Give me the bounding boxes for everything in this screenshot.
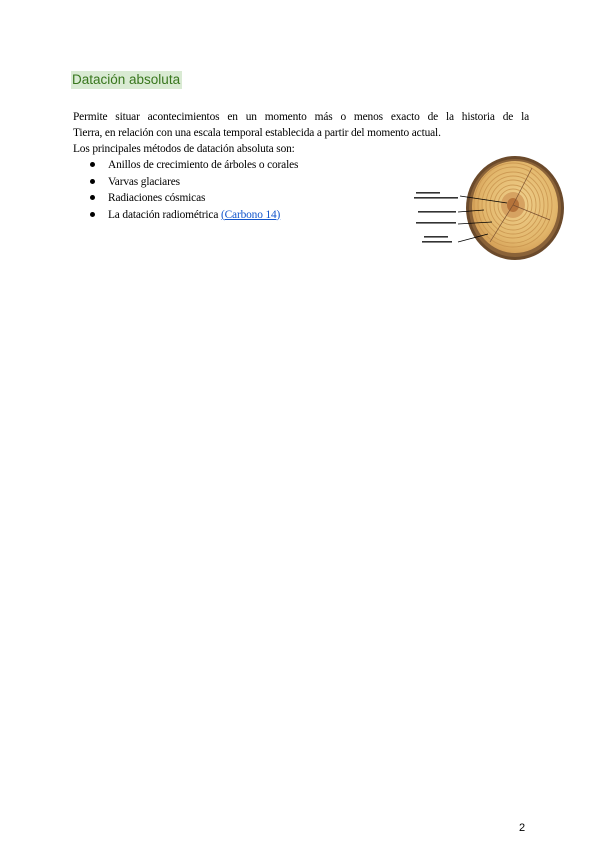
list-item xyxy=(90,174,298,191)
section-heading: Datación absoluta xyxy=(72,72,181,87)
bullet-icon xyxy=(90,212,95,217)
paragraph-line-1: Permite situar acontecimientos en un momento más o menos exacto de la historia de la xyxy=(73,111,529,123)
methods-list xyxy=(90,157,298,223)
methods-intro: Los principales métodos de datación absoluta son: xyxy=(73,143,295,155)
list-item xyxy=(90,190,298,207)
list-item xyxy=(90,157,298,174)
bullet-icon xyxy=(90,162,95,167)
paragraph-line-2: Tierra, en relación con una escala temporal establecida a partir del momento actual. xyxy=(73,126,441,139)
list-item-text: La datación radiométrica xyxy=(108,208,221,221)
list-item-text: Anillos de crecimiento de árboles o corales xyxy=(108,159,299,171)
bullet-icon xyxy=(90,179,95,184)
tree-rings-icon xyxy=(412,150,564,264)
list-item xyxy=(90,207,298,224)
tree-rings-illustration xyxy=(412,150,564,264)
intro-paragraph xyxy=(73,110,529,141)
list-item-text: Varvas glaciares xyxy=(108,175,180,188)
carbon-14-link[interactable]: (Carbono 14) xyxy=(220,208,281,221)
page-number: 2 xyxy=(519,822,526,834)
bullet-icon xyxy=(90,195,95,200)
list-item-text: Radiaciones cósmicas xyxy=(108,192,206,204)
